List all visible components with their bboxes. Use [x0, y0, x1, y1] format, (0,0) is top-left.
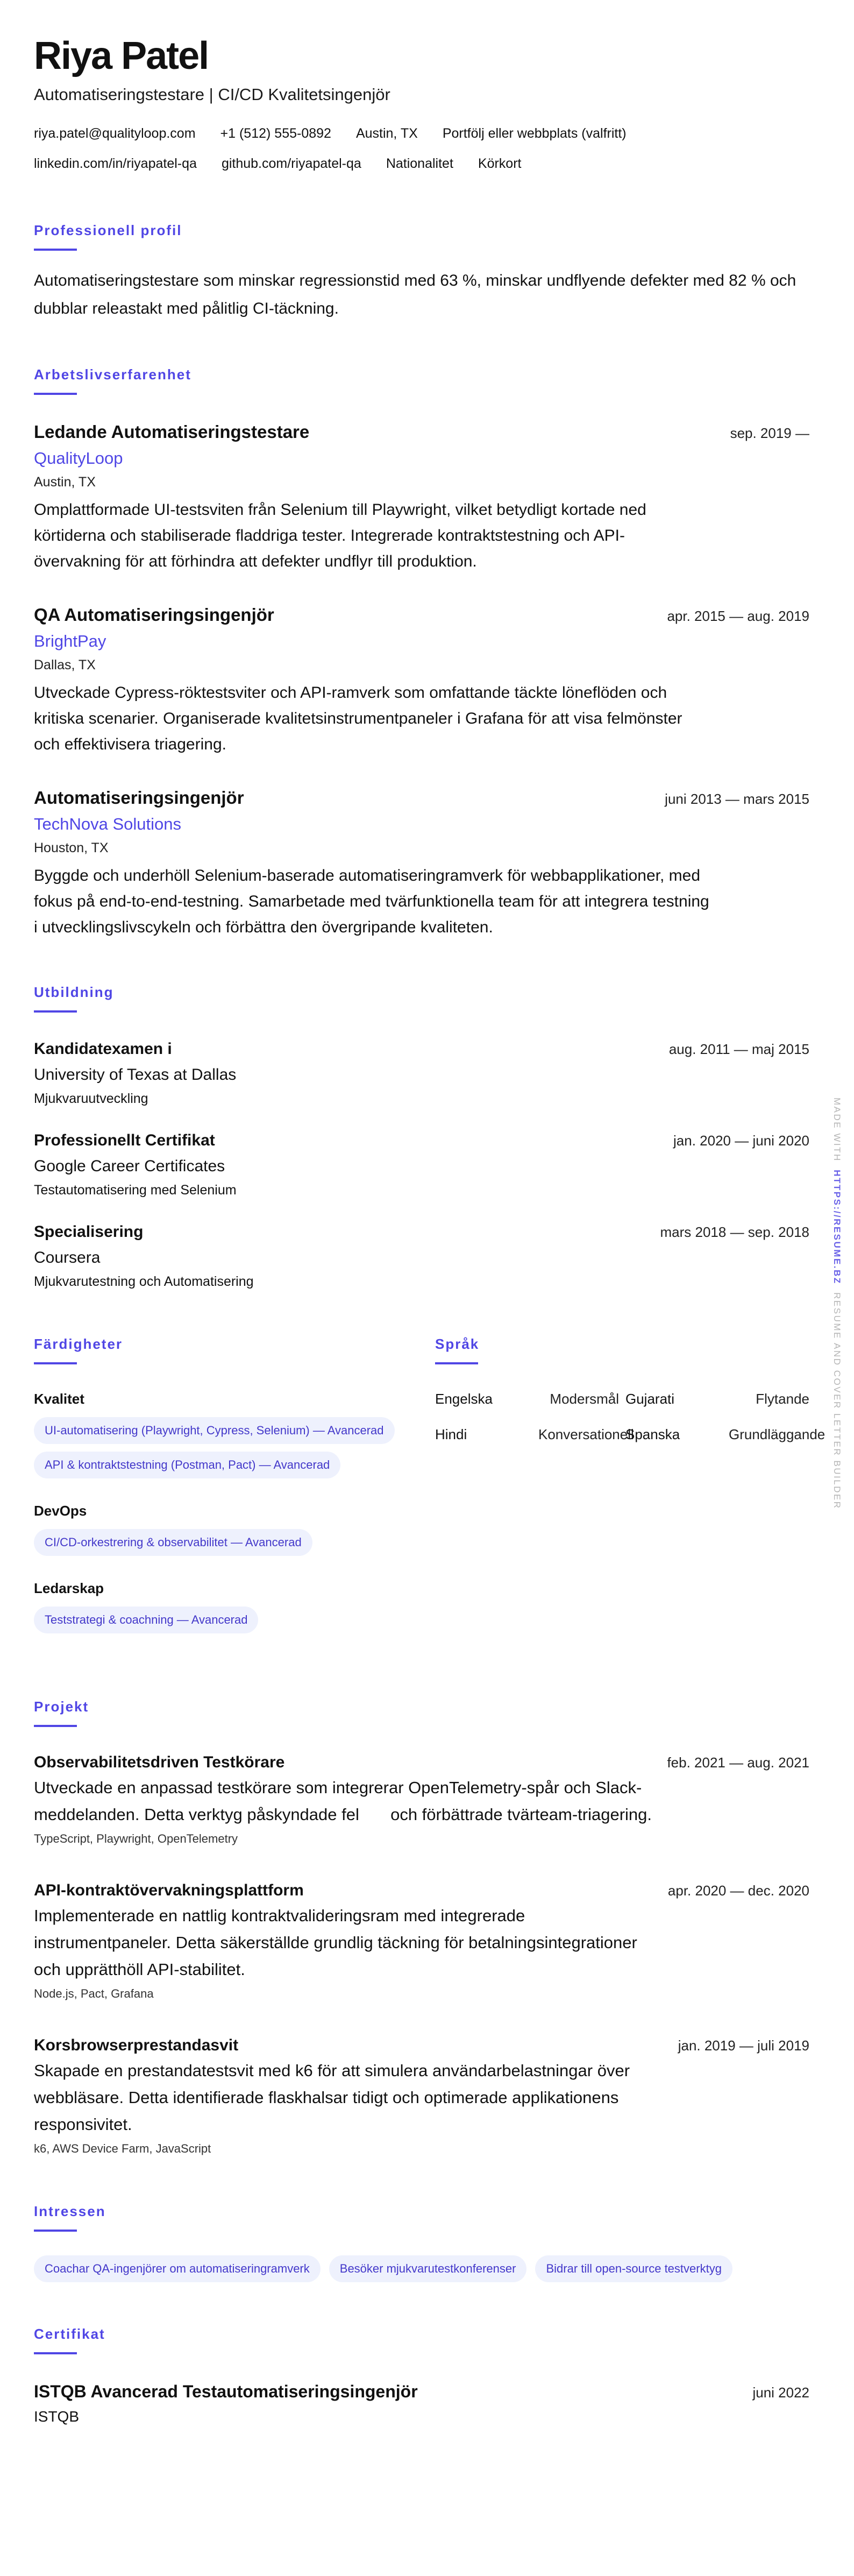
- project-header: [34, 1879, 809, 1902]
- project-tech: TypeScript, Playwright, OpenTelemetry: [34, 1832, 238, 1845]
- project-dates: jan. 2019 — juli 2019: [678, 2037, 809, 2054]
- certificate-date: juni 2022: [752, 2384, 809, 2401]
- watermark: [831, 1098, 842, 1510]
- job-headline: Automatiseringstestare | CI/CD Kvalitetsingenjör: [34, 85, 390, 104]
- contact-github[interactable]: github.com/riyapatel-qa: [221, 156, 361, 171]
- section-title: Språk: [435, 1336, 480, 1352]
- job-description: Omplattformade UI-testsviten från Selenium till Playwright, vilket betydligt kortade ned körtiderna och stabiliserade fladdriga tester. Integrerade kontraktstestning och API-övervakning för att förhindra att defekter undflyr till produktion.: [34, 501, 646, 570]
- section-title: Professionell profil: [34, 222, 182, 238]
- education-header: [34, 1128, 809, 1153]
- skill-group-title: Ledarskap: [34, 1580, 104, 1596]
- language-list: [435, 1388, 825, 1445]
- skills-languages-row: [34, 1334, 825, 1655]
- section-divider: [34, 393, 77, 395]
- language-name: Engelska: [435, 1391, 493, 1407]
- skill-groups: [34, 1388, 435, 1633]
- experience-header: [34, 784, 809, 811]
- section-title: Arbetslivserfarenhet: [34, 366, 191, 383]
- section-divider: [34, 1010, 77, 1013]
- project-title: Observabilitetsdriven Testkörare: [34, 1753, 285, 1771]
- certificate-list: [34, 2378, 809, 2429]
- certificate-issuer: ISTQB: [34, 2408, 80, 2425]
- project-description: Skapade en prestandatestsvit med k6 för att simulera användarbelastningar över webbläsare. Detta identifierade flaskhalsar tidigt och optimerade applikationens responsivitet.: [34, 2061, 630, 2134]
- school-name: University of Texas at Dallas: [34, 1066, 237, 1084]
- language-level: Grundläggande: [729, 1426, 825, 1442]
- project-dates: feb. 2021 — aug. 2021: [667, 1754, 809, 1771]
- project-description: Utveckade en anpassad testkörare som integrerar OpenTelemetry-spår och Slack-meddelanden. Detta verktyg påskyndade fel och förbättrade tvärteam-triagering.: [34, 1778, 652, 1824]
- skill-group-title: Kvalitet: [34, 1391, 84, 1407]
- education-header: [34, 1219, 809, 1245]
- skill-chips: [34, 1529, 435, 1556]
- contact-email[interactable]: riya.patel@qualityloop.com: [34, 126, 196, 141]
- job-dates: apr. 2015 — aug. 2019: [667, 608, 809, 624]
- degree: Kandidatexamen i: [34, 1040, 172, 1058]
- watermark-link[interactable]: HTTPS://RESUME.BZ: [832, 1170, 842, 1285]
- company-name[interactable]: QualityLoop: [34, 449, 123, 468]
- project-description: Implementerade en nattlig kontraktvalideringsram med integrerade instrumentpaneler. Detta säkerställde grundlig täckning för betalningsintegrationer och upprätthöll API-stabilitet.: [34, 1906, 637, 1979]
- company-name[interactable]: BrightPay: [34, 632, 106, 650]
- job-dates: sep. 2019 —: [730, 425, 809, 441]
- interest-list: [34, 2255, 809, 2282]
- contact-license: Körkort: [478, 156, 522, 171]
- language-name: Hindi: [435, 1426, 467, 1442]
- field-of-study: Mjukvarutestning och Automatisering: [34, 1274, 254, 1289]
- project-title: Korsbrowserprestandasvit: [34, 2036, 239, 2054]
- company-name[interactable]: TechNova Solutions: [34, 815, 181, 833]
- field-of-study: Testautomatisering med Selenium: [34, 1183, 237, 1198]
- experience-header: [34, 601, 809, 628]
- project-tech: k6, AWS Device Farm, JavaScript: [34, 2142, 211, 2155]
- profile-summary: Automatiseringstestare som minskar regressionstid med 63 %, minskar undflyende defekter med 82 % och dubblar releastakt med pålitlig CI-täckning.: [34, 272, 796, 317]
- language-level: Konversationell: [538, 1426, 634, 1442]
- section-title: Intressen: [34, 2203, 106, 2219]
- language-name: Gujarati: [625, 1391, 675, 1407]
- skill-chip: Teststrategi & coachning — Avancerad: [34, 1607, 258, 1633]
- language-level: Flytande: [756, 1391, 809, 1407]
- job-location: Dallas, TX: [34, 657, 96, 673]
- project-item: [34, 2034, 809, 2160]
- skill-chip: CI/CD-orkestrering & observabilitet — Avancerad: [34, 1529, 312, 1556]
- certificate-header: [34, 2378, 809, 2405]
- degree: Specialisering: [34, 1223, 144, 1241]
- project-dates: apr. 2020 — dec. 2020: [667, 1883, 809, 1899]
- certificate-item: [34, 2378, 809, 2429]
- interest-chip: Bidrar till open-source testverktyg: [535, 2255, 732, 2282]
- project-item: [34, 1879, 809, 2005]
- experience-item: [34, 419, 809, 575]
- contact-portfolio[interactable]: Portfölj eller webbplats (valfritt): [442, 126, 627, 141]
- project-tech: Node.js, Pact, Grafana: [34, 1987, 154, 2000]
- job-description: Utveckade Cypress-röktestsviter och API-ramverk som omfattande täckte löneflöden och kritiska scenarier. Organiserade kvalitetsinstrumentpaneler i Grafana för att visa felmönster och effektivisera triagering.: [34, 684, 682, 753]
- education-dates: jan. 2020 — juni 2020: [673, 1133, 809, 1149]
- job-description: Byggde och underhöll Selenium-baserade automatiseringramverk för webbapplikationer, med fokus på end-to-end-testning. Samarbetade med tvärfunktionella team för att integrera testning i utvecklingslivscykeln och förbättra den övergripande kvaliteten.: [34, 867, 709, 936]
- skill-group-title: DevOps: [34, 1503, 87, 1519]
- section-title: Utbildning: [34, 984, 114, 1000]
- project-title: API-kontraktövervakningsplattform: [34, 1881, 304, 1899]
- education-dates: mars 2018 — sep. 2018: [660, 1224, 809, 1240]
- project-item: [34, 1751, 809, 1850]
- school-name: Google Career Certificates: [34, 1157, 225, 1175]
- education-section: [34, 982, 809, 1292]
- job-location: Austin, TX: [34, 475, 96, 490]
- experience-item: [34, 784, 809, 940]
- projects-section: [34, 1697, 809, 2160]
- project-list: [34, 1751, 809, 2160]
- skills-section: [34, 1334, 435, 1655]
- section-title: Färdigheter: [34, 1336, 123, 1352]
- contact-list: [34, 118, 755, 179]
- job-location: Houston, TX: [34, 840, 109, 855]
- degree: Professionellt Certifikat: [34, 1131, 215, 1149]
- watermark-prefix: MADE WITH: [832, 1098, 842, 1162]
- certificates-section: [34, 2324, 809, 2429]
- job-title: QA Automatiseringsingenjör: [34, 605, 274, 625]
- language-level: Modersmål: [550, 1391, 619, 1407]
- contact-location: Austin, TX: [355, 126, 418, 141]
- section-divider: [34, 249, 77, 251]
- education-header: [34, 1036, 809, 1062]
- section-title: Certifikat: [34, 2326, 105, 2342]
- section-divider: [34, 1362, 77, 1364]
- experience-header: [34, 419, 809, 445]
- interest-chip: Besöker mjukvarutestkonferenser: [329, 2255, 527, 2282]
- section-divider: [34, 2230, 77, 2232]
- languages-section: [435, 1334, 825, 1655]
- interests-section: [34, 2202, 809, 2282]
- contact-linkedin[interactable]: linkedin.com/in/riyapatel-qa: [34, 156, 197, 171]
- skill-chip: API & kontraktstestning (Postman, Pact) — Avancerad: [34, 1452, 340, 1478]
- education-dates: aug. 2011 — maj 2015: [668, 1041, 809, 1057]
- language-name: Spanska: [625, 1426, 680, 1442]
- candidate-name: Riya Patel: [34, 34, 209, 77]
- skill-chip: UI-automatisering (Playwright, Cypress, Selenium) — Avancerad: [34, 1417, 395, 1444]
- school-name: Coursera: [34, 1249, 101, 1266]
- experience-item: [34, 601, 809, 758]
- profile-section: [34, 221, 809, 323]
- skill-chips: [34, 1417, 435, 1478]
- education-list: [34, 1036, 809, 1292]
- section-divider: [435, 1362, 478, 1364]
- section-title: Projekt: [34, 1699, 89, 1715]
- education-item: [34, 1036, 809, 1109]
- resume-header: [34, 33, 809, 179]
- experience-list: [34, 419, 809, 940]
- contact-nationality: Nationalitet: [386, 156, 453, 171]
- experience-section: [34, 365, 809, 940]
- job-dates: juni 2013 — mars 2015: [665, 791, 809, 807]
- section-divider: [34, 1725, 77, 1727]
- project-header: [34, 2034, 809, 2057]
- job-title: Automatiseringsingenjör: [34, 788, 244, 808]
- watermark-suffix: RESUME AND COVER LETTER BUILDER: [832, 1292, 842, 1510]
- contact-phone[interactable]: +1 (512) 555-0892: [220, 126, 331, 141]
- field-of-study: Mjukvaruutveckling: [34, 1091, 148, 1106]
- skill-chips: [34, 1607, 435, 1633]
- section-divider: [34, 2352, 77, 2354]
- education-item: [34, 1219, 809, 1292]
- education-item: [34, 1128, 809, 1201]
- job-title: Ledande Automatiseringstestare: [34, 422, 310, 442]
- project-header: [34, 1751, 809, 1774]
- interest-chip: Coachar QA-ingenjörer om automatiseringramverk: [34, 2255, 321, 2282]
- certificate-name: ISTQB Avancerad Testautomatiseringsingenjör: [34, 2382, 418, 2401]
